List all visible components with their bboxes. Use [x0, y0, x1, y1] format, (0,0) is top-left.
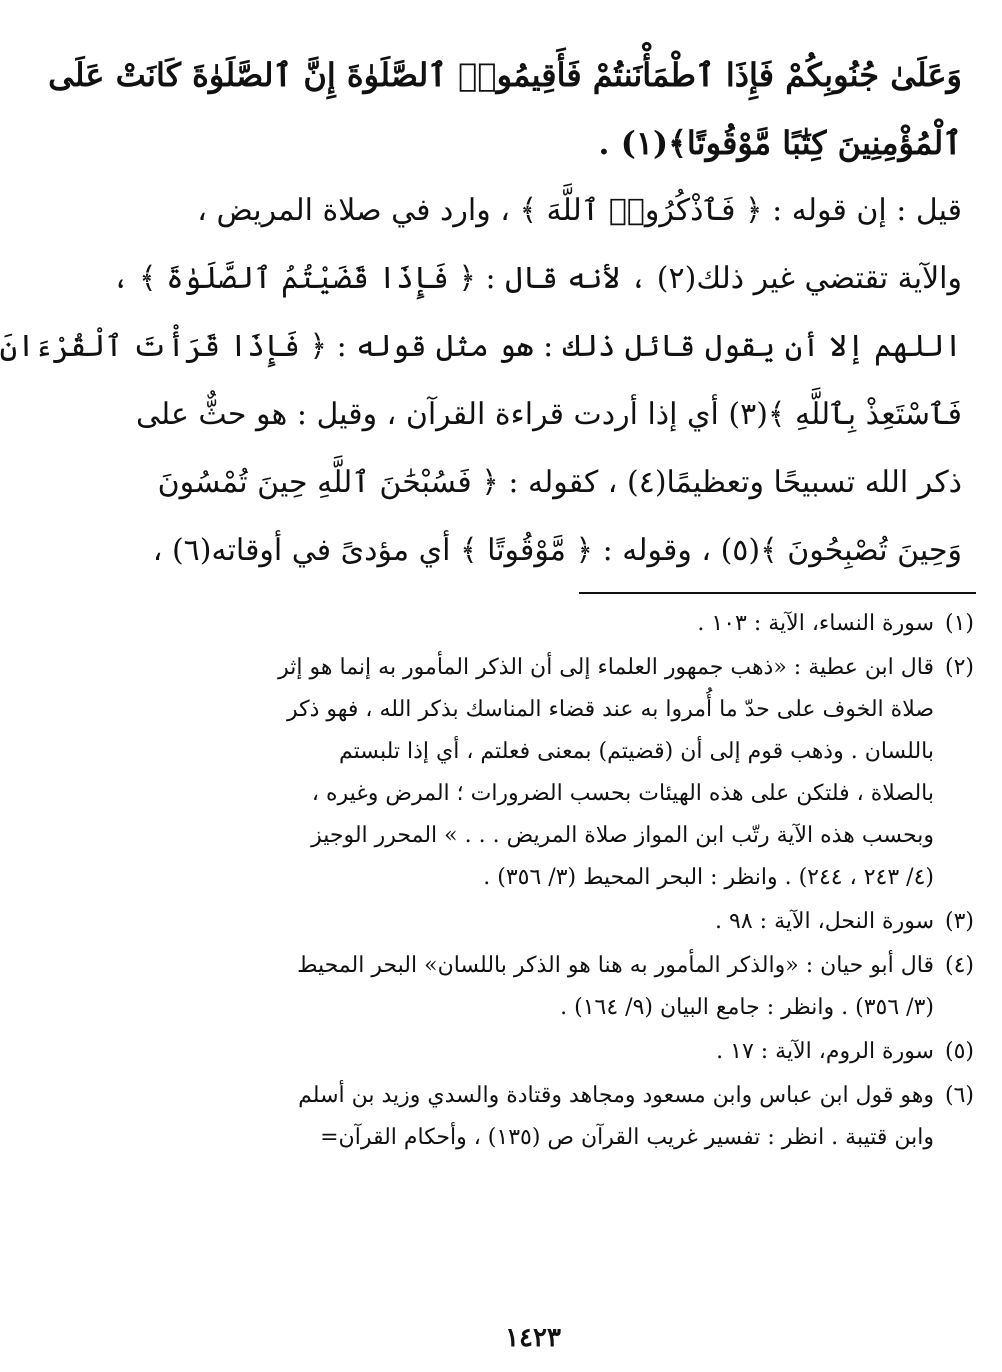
- footnote-body: [176, 647, 934, 899]
- main-text-line: ٱلْمُؤْمِنِينَ كِتَٰبًا مَّوْقُوتًا﴾(١) .: [598, 124, 962, 162]
- footnote-3: [176, 901, 974, 943]
- footnotes-section: [176, 603, 974, 1159]
- footnote-line: وهو قول ابن عباس وابن مسعود ومجاهد وقتادة والسدي وزيد بن أسلم: [298, 1083, 934, 1108]
- footnote-line: قال ابن عطية : «ذهب جمهور العلماء إلى أن الذكر المأمور به إنما هو إثر: [278, 655, 934, 680]
- footnote-body: [176, 945, 934, 1029]
- footnote-line: سورة النساء، الآية : ١٠٣ .: [697, 611, 934, 636]
- footnote-body: [176, 1075, 934, 1159]
- main-text-line: اللهم إلا أن يقول قائل ذلك : هو مثل قوله : ﴿ فَإِذَا قَرَأْتَ ٱلْقُرْءَانَ: [0, 329, 962, 364]
- footnote-line: وبحسب هذه الآية رتّب ابن المواز صلاة المريض . . . » المحرر الوجيز: [311, 823, 934, 848]
- footnote-line: سورة الروم، الآية : ١٧ .: [716, 1039, 934, 1064]
- main-text-line: قيل : إن قوله : ﴿ فَٱذْكُرُوا۟ ٱللَّهَ ﴾ ، وارد في صلاة المريض ،: [197, 193, 962, 228]
- footnote-1: [176, 603, 974, 645]
- footnote-number: (١): [944, 611, 974, 636]
- footnote-line: سورة النحل، الآية : ٩٨ .: [715, 909, 934, 934]
- footnote-line: (٤/ ٢٤٣ ، ٢٤٤) . وانظر : البحر المحيط (٣/ ٣٥٦) .: [483, 865, 934, 890]
- main-text-line: ذكر الله تسبيحًا وتعظيمًا(٤) ، كقوله : ﴿ فَسُبْحَٰنَ ٱللَّهِ حِينَ تُمْسُونَ: [157, 465, 962, 500]
- footnote-number: (٣): [944, 909, 974, 934]
- footnote-line: باللسان . وذهب قوم إلى أن (قضيتم) بمعنى فعلتم ، أي إذا تلبستم: [339, 739, 934, 764]
- footnote-6: [176, 1075, 974, 1159]
- footnote-number: (٥): [944, 1039, 974, 1064]
- footnote-5: [176, 1031, 974, 1073]
- main-text-line: وَحِينَ تُصْبِحُونَ ﴾(٥) ، وقوله : ﴿ مَّوْقُوتًا ﴾ أي مؤدىً في أوقاته(٦) ،: [152, 533, 962, 568]
- main-text-line: وَعَلَىٰ جُنُوبِكُمْ فَإِذَا ٱطْمَأْنَنتُمْ فَأَقِيمُوا۟ ٱلصَّلَوٰةَ إِنَّ ٱلصَّلَوٰةَ كَانَتْ عَلَى: [48, 56, 962, 94]
- footnote-body: [176, 901, 934, 943]
- main-text-line: فَٱسْتَعِذْ بِٱللَّهِ ﴾(٣) أي إذا أردت قراءة القرآن ، وقيل : هو حثٌّ على: [136, 397, 962, 432]
- footnote-body: [176, 1031, 934, 1073]
- footnote-line: صلاة الخوف على حدّ ما أُمروا به عند قضاء المناسك بذكر الله ، فهو ذكر: [286, 697, 934, 722]
- footnote-number: (٦): [944, 1083, 974, 1108]
- footnote-number: (٢): [944, 655, 974, 680]
- main-text-block: [0, 56, 962, 602]
- footnote-line: بالصلاة ، فلتكن على هذه الهيئات بحسب الضرورات ؛ المرض وغيره ،: [311, 781, 934, 806]
- footnote-divider: [579, 592, 976, 594]
- footnote-line: (٣/ ٣٥٦) . وانظر : جامع البيان (٩/ ١٦٤) .: [560, 995, 934, 1020]
- main-text-line: والآية تقتضي غير ذلك(٢) ، لأنه قال : ﴿ فَإِذَا قَضَيْتُمُ ٱلصَّلَوٰةَ ﴾ ،: [111, 261, 962, 296]
- footnote-2: [176, 647, 974, 899]
- footnote-4: [176, 945, 974, 1029]
- footnote-body: [176, 603, 934, 645]
- page-number: ١٤٢٣: [505, 1323, 561, 1353]
- footnote-number: (٤): [944, 953, 974, 978]
- footnote-line: وابن قتيبة . انظر : تفسير غريب القرآن ص (١٣٥) ، وأحكام القرآن=: [320, 1125, 934, 1150]
- footnote-line: قال أبو حيان : «والذكر المأمور به هنا هو الذكر باللسان» البحر المحيط: [297, 953, 934, 978]
